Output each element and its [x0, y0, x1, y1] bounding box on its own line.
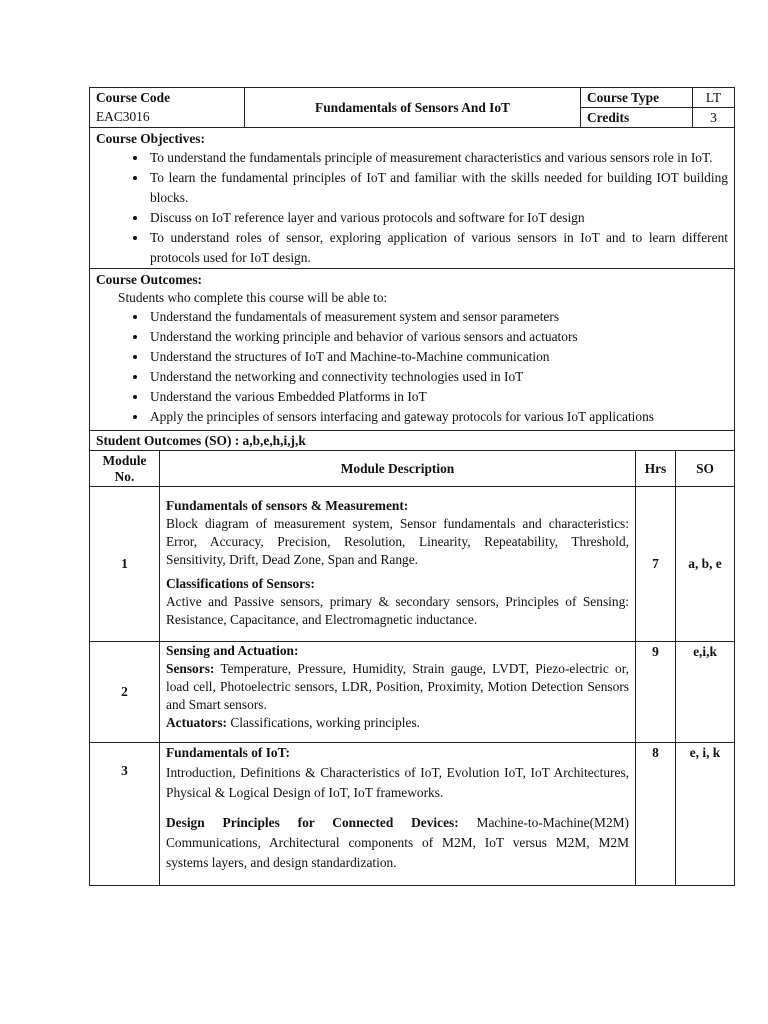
module-text: Block diagram of measurement system, Sensor fundamentals and characteristics: Error, Accuracy, Precision, Resolution, Linearity, Repeatability, Threshold, Sensitivity, Drift, Dead Zone, Span and Range.: [166, 516, 629, 567]
course-code-label: Course Code: [96, 90, 171, 105]
module-number: 2: [90, 642, 160, 743]
outcomes-section: [90, 269, 735, 431]
objective-item: • To learn the fundamental principles of IoT and familiar with the skills needed for building IOT building blocks.: [148, 168, 728, 208]
course-header-table: [89, 87, 735, 451]
credits-value: 3: [693, 108, 735, 128]
course-type-value: LT: [693, 88, 735, 108]
module-so: e, i, k: [676, 743, 735, 886]
objective-item: • To understand roles of sensor, exploring application of various sensors in IoT and to learn different protocols used for IoT design.: [148, 228, 728, 268]
objective-item: • To understand the fundamentals principle of measurement characteristics and various sensors role in IoT.: [148, 148, 728, 168]
outcome-item: • Understand the structures of IoT and Machine-to-Machine communication: [148, 347, 728, 367]
outcome-item: • Understand the networking and connectivity technologies used in IoT: [148, 367, 728, 387]
module-so: a, b, e: [676, 487, 735, 642]
module-text: Introduction, Definitions & Characteristics of IoT, Evolution IoT, IoT Architectures, Physical & Logical Design of IoT, IoT frameworks.: [166, 765, 629, 800]
credits-label: Credits: [581, 108, 693, 128]
module-heading: Fundamentals of sensors & Measurement:: [166, 498, 409, 513]
course-document: [89, 87, 734, 886]
module-hrs: 9: [636, 642, 676, 743]
objectives-row: [90, 128, 735, 269]
module-text: [166, 714, 629, 732]
module-so: e,i,k: [676, 642, 735, 743]
outcomes-intro: Students who complete this course will be able to:: [118, 290, 388, 305]
module-heading: Sensing and Actuation:: [166, 643, 299, 658]
course-code-cell: [90, 88, 245, 128]
module-hrs: 8: [636, 743, 676, 886]
module-number: 3: [90, 743, 160, 886]
objectives-title: Course Objectives:: [96, 131, 205, 146]
course-type-label: Course Type: [581, 88, 693, 108]
actuators-text: Classifications, working principles.: [226, 715, 421, 730]
outcomes-title: Course Outcomes:: [96, 272, 202, 287]
course-code-value: EAC3016: [96, 109, 150, 124]
outcomes-list: [96, 307, 728, 427]
objectives-section: [90, 128, 735, 269]
objectives-list: [96, 148, 728, 268]
module-text: Active and Passive sensors, primary & secondary sensors, Principles of Sensing: Resistance, Capacitance, and Electromagnetic inductance.: [166, 594, 629, 627]
module-number: 1: [90, 487, 160, 642]
sensors-text: Temperature, Pressure, Humidity, Strain gauge, LVDT, Piezo-electric or, load cell, Photoelectric sensors, LDR, Position, Proximity, Motion Detection Sensors and Smart sensors.: [166, 661, 629, 712]
objective-item: • Discuss on IoT reference layer and various protocols and software for IoT design: [148, 208, 728, 228]
outcome-item: • Understand the working principle and behavior of various sensors and actuators: [148, 327, 728, 347]
module-table-header: [90, 451, 735, 487]
table-row: [90, 642, 735, 743]
table-row: [90, 743, 735, 886]
table-row: [90, 487, 735, 642]
module-description: [160, 642, 636, 743]
course-title: Fundamentals of Sensors And IoT: [245, 88, 581, 128]
actuators-label: Actuators:: [166, 715, 227, 730]
module-text: [166, 660, 629, 714]
header-row-1: [90, 88, 735, 108]
outcome-item: • Understand the various Embedded Platforms in IoT: [148, 387, 728, 407]
student-outcomes-row: [90, 431, 735, 451]
col-module-no: Module No.: [90, 451, 160, 487]
module-heading: Fundamentals of IoT:: [166, 745, 290, 760]
col-hrs: Hrs: [636, 451, 676, 487]
module-text: [166, 813, 629, 873]
design-principles-label: Design Principles for Connected Devices:: [166, 815, 459, 830]
module-description: [160, 743, 636, 886]
sensors-label: Sensors:: [166, 661, 215, 676]
student-outcomes: Student Outcomes (SO) : a,b,e,h,i,j,k: [90, 431, 735, 451]
module-table: [89, 451, 735, 886]
module-description: [160, 487, 636, 642]
outcome-item: • Apply the principles of sensors interfacing and gateway protocols for various IoT applications: [148, 407, 728, 427]
outcome-item: • Understand the fundamentals of measurement system and sensor parameters: [148, 307, 728, 327]
module-hrs: 7: [636, 487, 676, 642]
col-module-description: Module Description: [160, 451, 636, 487]
module-heading: Classifications of Sensors:: [166, 576, 315, 591]
design-principles-text: Machine-to-Machine(M2M) Communications, Architectural components of M2M, IoT versus M2M, M2M systems layers, and design standardization.: [166, 815, 630, 870]
col-so: SO: [676, 451, 735, 487]
outcomes-row: [90, 269, 735, 431]
